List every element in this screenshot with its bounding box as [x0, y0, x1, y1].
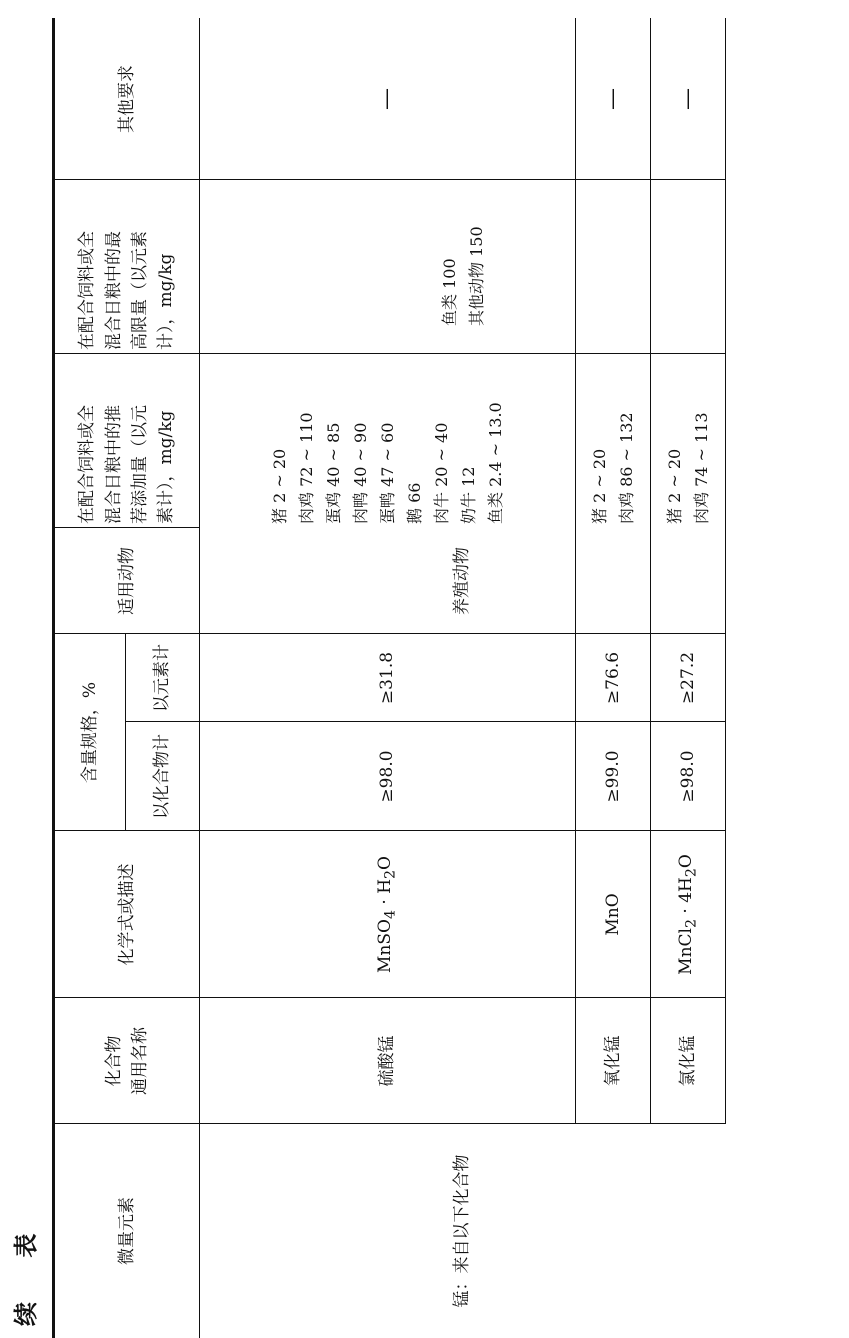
row3-formula-text: MnCl$_2$ · $4H_2O$: [675, 854, 700, 975]
header-recommended-line1: 在配合饲料或全: [77, 405, 98, 524]
row2-formula-text: MnO: [602, 893, 623, 936]
row3-as-compound: [651, 722, 725, 831]
row2-formula: [576, 831, 650, 998]
row1-name-text: 硫酸锰: [377, 1035, 398, 1087]
row1-doses: [200, 354, 575, 524]
header-maximum: [55, 180, 199, 350]
row1-dose-2: 肉鸡 72 ~ 110: [297, 412, 316, 524]
element-cell: [200, 1124, 725, 1338]
row3-doses: [651, 354, 725, 524]
row2-as-compound: [576, 722, 650, 831]
header-maximum-line2: 混合日粮中的最: [103, 231, 124, 350]
row3-formula: [651, 831, 725, 998]
row3-dose-1: 猪 2 ~ 20: [665, 448, 684, 524]
row2-other: [576, 18, 650, 180]
row2-as-element: [576, 634, 650, 722]
row1-dose-6: 鹅 66: [405, 482, 424, 524]
row1-name: [200, 998, 575, 1124]
animals-cell: [200, 528, 725, 634]
row3-dose-2: 肉鸡 74 ~ 113: [692, 412, 711, 524]
header-recommended-line3: 荐添加量（以元: [130, 405, 150, 524]
row3-name: [651, 998, 725, 1124]
row2-as-element-text: ≥76.6: [602, 651, 623, 705]
header-as-element: [125, 634, 199, 722]
row3-as-element: [651, 634, 725, 722]
header-compound-line1: 化合物: [103, 1035, 124, 1087]
row1-as-element: [200, 634, 575, 722]
header-animals-text: 适用动物: [116, 547, 137, 615]
header-maximum-line3: 高限量（以元素: [130, 231, 150, 350]
row3-name-text: 氯化锰: [677, 1035, 698, 1087]
element-value: 锰：来自以下化合物: [452, 1154, 473, 1308]
header-formula-text: 化学式或描述: [116, 863, 137, 966]
header-element-text: 微量元素: [116, 1197, 137, 1265]
row3-as-element-text: ≥27.2: [677, 651, 698, 705]
header-other: [55, 18, 199, 180]
header-recommended: [55, 354, 199, 524]
row1-dose-5: 蛋鸭 47 ~ 60: [378, 422, 397, 524]
header-recommended-line4: 素计），mg/kg: [156, 410, 177, 524]
row3-other: [651, 18, 725, 180]
animals-value: 养殖动物: [452, 547, 473, 615]
row1-dose-4: 肉鸭 40 ~ 90: [351, 422, 370, 524]
header-other-text: 其他要求: [116, 65, 137, 133]
header-animals: [55, 528, 199, 634]
header-maximum-line1: 在配合饲料或全: [77, 231, 98, 350]
row2-name-text: 氧化锰: [602, 1035, 623, 1087]
row1-dose-3: 蛋鸡 40 ~ 85: [324, 422, 343, 524]
maximum-cell: [200, 180, 725, 326]
row1-dose-8: 奶牛 12: [459, 466, 478, 524]
table-caption: 续 表: [12, 1215, 40, 1326]
maximum-line-2: 其他动物 150: [466, 226, 486, 326]
row1-as-element-text: ≥31.8: [377, 651, 398, 705]
row2-name: [576, 998, 650, 1124]
row2-as-compound-text: ≥99.0: [602, 750, 623, 803]
row1-dose-9: 鱼类 2.4 ~ 13.0: [486, 402, 505, 524]
header-compound: [55, 998, 199, 1124]
row1-other-text: —: [374, 88, 400, 110]
row3-other-text: —: [674, 88, 700, 110]
header-element: [55, 1124, 199, 1338]
maximum-line-1: 鱼类 100: [439, 258, 459, 326]
row1-as-compound: [200, 722, 575, 831]
row1-dose-1: 猪 2 ~ 20: [270, 448, 289, 524]
row2-dose-1: 猪 2 ~ 20: [590, 448, 609, 524]
header-compound-line2: 通用名称: [130, 1027, 150, 1095]
row1-as-compound-text: ≥98.0: [377, 750, 398, 803]
header-recommended-line2: 混合日粮中的推: [103, 405, 124, 524]
bottom-rule: [725, 18, 726, 1124]
row2-doses: [576, 354, 650, 524]
row3-as-compound-text: ≥98.0: [677, 750, 698, 803]
header-content-spec-text: 含量规格，%: [79, 681, 100, 784]
row2-other-text: —: [599, 88, 625, 110]
row1-formula-text: MnSO$_4$ · $H_2O$: [375, 856, 399, 973]
header-content-spec: [55, 634, 125, 831]
row1-other: [200, 18, 575, 180]
header-maximum-line4: 计），mg/kg: [156, 253, 177, 350]
header-as-element-text: 以元素计: [151, 644, 172, 712]
header-formula: [55, 831, 199, 998]
header-as-compound: [125, 722, 199, 831]
row1-formula: [200, 831, 575, 998]
header-as-compound-text: 以化合物计: [151, 734, 172, 819]
row1-dose-7: 肉牛 20 ~ 40: [432, 422, 451, 524]
row2-dose-2: 肉鸡 86 ~ 132: [617, 412, 636, 524]
